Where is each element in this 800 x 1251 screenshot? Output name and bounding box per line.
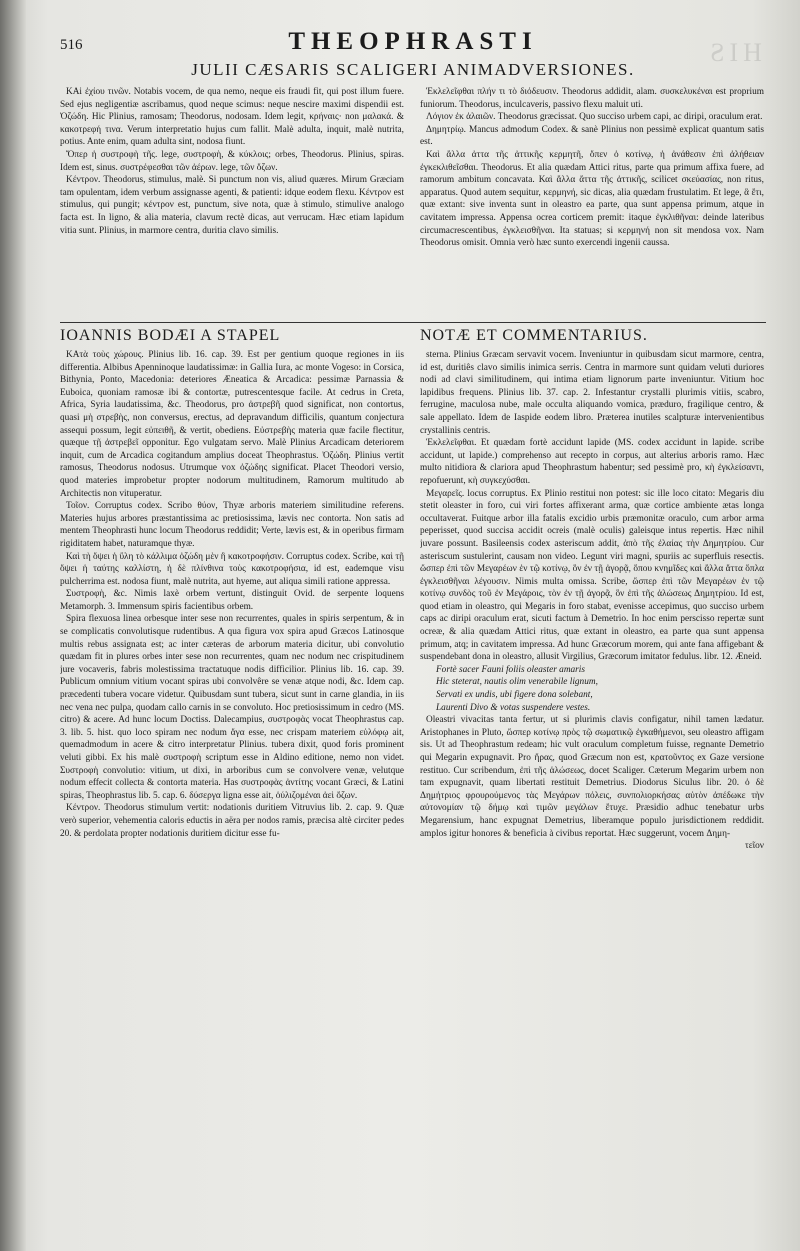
virgil-quotation [420, 664, 764, 714]
paragraph: Ὅπερ ἡ συστροφὴ τῆς. lege, συστροφὴ, & κύκλοις; orbes, Theodorus. Plinius, spiras. Idem est, sinus. συστρέφεσθαι τῶν ἀέρων. lege, τῶν ὄζων. [60, 149, 404, 173]
section-head-left: IOANNIS BODÆI A STAPEL [60, 327, 281, 344]
paragraph: Τοῖον. Corruptus codex. Scribo θύον, Thyæ arboris materiem similitudine referens. Materies hujus arbores præstantissima ac pretiosissima, lævis nec contorta. Non satis ad mentem Theophrasti hunc locum Theodorus reddidit; Verte, lævis est, & in operibus firmam rigiditatem habet, naturamque thyæ. [60, 501, 404, 549]
catchword: τεῖον [745, 841, 764, 852]
verse-line: Fortè sacer Fauni foliis oleaster amaris [436, 664, 585, 675]
paragraph: Καὶ τὴ ὄψει ἡ ὕλη τὸ κάλλιμα ὀζώδη μὲν ἢ κακοτροφήσιν. Corruptus codex. Scribe, καὶ τῇ ὄψει ἡ ταύτης καλλίστη, ἡ δὲ πλίνθινα τοὺς κακοτροφήσια, id est, eademque visu pulcherrima est. nodosa fiunt, malè nutrita, aut hyeme, aut aliqua simili ratione appressa. [60, 551, 404, 587]
bodaeus-columns [60, 349, 766, 1217]
paragraph: Κέντρον. Theodorus, stimulus, malè. Si punctum non vis, aliud quæres. Mirum Græciam tam opulentam, idem verbum assignasse agenti, & patienti: idque eodem flexu. Κέντρον est stimulus, qui pungit; κέντρον est, punctum, sive nota, quæ à stimulo, stimulive analogo facta est. In ligno, & alia materia, clavum rectè dicas, aut verrucam. Hæc etiam lapidum vitia sunt. Plinius, in marmore centra, duritia clavo similis. [60, 175, 404, 236]
paragraph: KAi ἐχίου τινῶν. Notabis vocem, de qua nemo, neque eis fraudi fit, qui post illum fuere. Sed ejus negligentiæ ascribamus, quod neque scimus: neque nescire maximi dispendii est. Ὀζώδη. Hic Plinius, ramosam; Theodorus, nodosam. Idem legit, κρήναις· non μαλακά. & κακοτρεφή τινα. Verum interpretatio hujus cum fallit. Malè adulta, inquit, malè nutrita, potius. Ante enim, quam adulta sint, nodosa fiunt. [60, 87, 404, 148]
paragraph: Ἐκλελεῖφθαι. Et quædam fortè accidunt lapide (MS. codex accidunt in lapide. scribe accidunt, ut lapide.) comprehenso aut recepto in corpus, aut alterius arboris ramo. Hæc multo nitidiora & clariora apud Theophrastum habentur; sed pessimè pro, κὴ ἐγκλείσαντι, repofuerunt, κὴ συγκεχύσθαι. [420, 438, 764, 486]
paragraph: Λόγιον ἐκ ἀλαιῶν. Theodorus græcissat. Quo succiso urbem capi, ac diripi, oraculum erat. [426, 112, 763, 123]
verse-line: Laurenti Divo & votas suspendere vestes. [436, 702, 591, 713]
bodaeus-right-column [420, 349, 764, 1217]
book-spine-shadow [0, 0, 26, 1251]
paragraph: Spira flexuosa linea orbesque inter sese non recurrentes, quales in spiris serpentum, & in se complicatis convolutisque rudentibus. A qua figura vox spira apud Græcos Latinosque multis rebus assignata est; ac inter cæteras de arborum materia dicitur, ubi convolutio quædam fit in plures orbes inter sese non recurrentes, quam nec nodum nec crispitudinem jure vocaveris, fabris molestissima tractatuque nodis difficilior. Plinius lib. 16. cap. 39. Publicum omnium vitium vocant spiras ubi convolvêre se venæ atque nodi, &c. Idem cap. præcedenti tubera vocare videtur. Quibusdam sunt tubera, sicut sunt in carne glandia, in iis nec vena nec pulpa, quodam callo carnis in se convoluto. Hoc pretiosissimum in cedro (MS. citro) & acere. Ad hunc locum Doctiss. Dalecampius, συστροφὰς vocat Theophrastus cap. 3. lib. 5. hist. quo loco spiram nec nodum ἄγα esse, nec crispam materiem εὐλόφῳ ait, quemadmodum in acere & citro interpretatur Plinius. tubera dixit, quod foris prominent veluti gibbi. Ex his malè συστροφὴ scriptum esse in Aldino editione, nemo non videt. Συστροφὴ convolutio: vitium, ut dixi, in arboribus cum se convolvere venæ, velutque nodum effecit collecta & contorta materia. Has συστροφὰς ἀντίτης vocant Græci, & Latini spiras, Theophrastus lib. 5. cap. 6. δύσεργα ligna esse ait, ὁύλιζομέναι ἀεὶ ὄζων. [60, 614, 404, 801]
running-title: THEOPHRASTI [288, 28, 538, 55]
paragraph: Ἐκλελεῖφθαι πλήν τι τὸ διόδευσιν. Theodorus addidit, alam. συσκελυκέναι est proprium funiorum. Theodorus, inculcaveris, passivo flexu maluit uti. [420, 87, 764, 110]
paragraph: sterna. Plinius Græcam servavit vocem. Inveniuntur in quibusdam sicut marmore, centra, id est, duritiês clavo similis inimica serris. Centra in marmore sunt quidam veluti duriores nodi ad clavi similitudinem, qui intima etiam lignorum parte inveniuntur. Vitium hoc lapidibus frequens. Plinius lib. 37. cap. 2. Infestantur crystalli plurimis vitiis, scabro, ferrugine, maculosa nube, male occulta aliquando vomica, præduro, fragilique centro, & sale appellato. Idem de Iaspide eodem libro. Præterea inutiles scalpturæ intervenientibus crystallinis centris. [420, 350, 764, 436]
paragraph: Συστροφὴ, &c. Nimis laxè orbem vertunt, distinguit Ovid. de serpente loquens Metamorph. 3. Immensum spiris facientibus orbem. [60, 589, 404, 612]
bodaeus-section-header [60, 327, 766, 345]
page-header [60, 28, 766, 56]
paragraph: Καὶ ἄλλα ἀττα τῆς ἀττικῆς κερμητῆ, ὅπεν ὁ κοτίνῳ, ἡ ἀνάθεσιν ἐπὶ ἀλήθειαν ἐγκεκλιθεῖσθαι. Theodorus. Et alia quædam Attici ritus, parte qua primum affixa fuere, ad ramorum ambitum concavata. Καὶ ἄλλα ἄττα τῆς ἀττικῆς, scilicet σκεύασίας, non ritus, apparatus. Quod autem sequitur, κερμηνή, sic dicas, alia quædam frustulatim. Et lege, ἃ ἔτι, quæ extant: sive inventa sunt in oleastro ea parte, qua sunt appensa primum, atque in cavitatem impressa. Appensa ocrea corticem premit: itaque ἐγκλιθῆναι: deinde lateribus circumacrescentibus, ἐγκλεισθῆναι. Ita statuas; si κερμηνή non sit mendosa vox. Nam Theodorus omisit. Omnia verò hæc sunto exercendi ingenii caussa. [420, 149, 764, 249]
paragraph: Κέντρον. Theodorus stimulum vertit: nodationis duritiem Vitruvius lib. 2. cap. 9. Quæ verò superior, vehementia caloris eductis in aëra per nodos ramis, præcisa altè circiter pedes 20. & perdolata propter nodationis duritiem dicitur esse fu- [60, 803, 404, 839]
show-through-text: HIS [705, 38, 762, 67]
paragraph: KAτὰ τοὺς χώρους. Plinius lib. 16. cap. 39. Est per gentium quoque regiones in iis differentia. Albibus Apenninoque laudatissimæ: in Gallia Iura, ac monte Vogeso: in Corsica, Bithynia, Ponto, Macedonia: deteriores Æneatica & Arcadica: pessimæ Parnassia & Euboica, quoniam ramosæ ibi & contortæ, putrescentesque facile. At cedrus in Creta, Africa, Syria laudatissima, &c. Theodorus, pro ἀστρεβῆ quod significat, non contortus, quasi μὴ στρεβὴς, non conversus, erectus, ad depravandum difficilis, quantum conjectura assequi possum, legit εὐπειθῆ, & vertit, obediens. Εὐστρεβὴς materia quæ facile flectitur, quæque τῇ ἀστρεβεῖ opponitur. Ego vulgatam servo. Malè Plinius Arcadicam deteriorem inquit, cum de Arcadica cogitandum amplius doceat Theophrastus. Ὀζώδη. Plinius vertit ramosus, Theodorus nodosus. Utrumque vox ὀζώδης significat. Placet Theodori versio, quod materies improbetur propter nodorum multitudinem, Ramorum multitudo ab Architectis non vituperatur. [60, 350, 404, 499]
paragraph: Μεγαρεῖς. locus corruptus. Ex Plinio restitui non potest: sic ille loco citato: Megaris diu stetit oleaster in foro, cui viri fortes affixerant arma, quæ cortice ambiente ætas longa occultaverat. Fuitque arbor illa fatalis excidio urbis præmonitæ oraculo, cum arbor arma peperisset, quod succisa accidit ocreis (malè oculis) galeisque intus repertis. Hæc nihil juvare possunt. Basileensis codex asteriscum addit, ἀπὸ τῆς ἐλαίας τὴν Δημητρίου. Cur asteriscum sustulerint, causam non video. Legunt viri magni, spuriis ac superfluis resectis. ὥσπερ ἐπὶ τῶν Μεγαρέων ἐν τῷ κοτίνῳ, ὃν ἐν τῇ ἀγορᾷ, ὅπου κνημῖδες καὶ ἄλλα ἄττα ὅπλα ἐγκλεισθῆναι λέγουσιν. Nimis multa omissa. Scribe, ὥσπερ ἐπὶ τῶν Μεγαρέων ἐν τῷ κοτίνῳ συνδὸς τοῦ ἐν Μεγάροις, τὸν ἐν τῇ ἀγορᾷ, ὃν ἐπὶ τῆς ἁλώσεως Δημητρίου. Id est, quod etiam in oleastro, qui Megaris in foro stabat, evenisse accepimus, quo succiso urbem caps ac diripi oraculum erat, sicuti factum à Demetrio. In hoc enim perscisso repertæ sunt ocreæ, & alia quædam Attici ritus, quæ extant in oleastro, ea parte qua sunt appensa primum, atq; in cavitatem impressa. Ad hunc Græcorum morem, qui ante fana affigebant & suspendebant dona in oleastro, allusit Virgilius, Græcorum imitator fedulus. libr. 12. Æneid. [420, 488, 764, 663]
bodaeus-left-column [60, 349, 404, 1217]
paragraph: Δημητρίῳ. Mancus admodum Codex. & sanè Plinius non pessimè explicat quantum satis est. [420, 124, 764, 148]
page-number: 516 [60, 37, 83, 53]
verse-line: Servati ex undis, ubi figere dona solebant, [436, 690, 593, 701]
scaliger-right-column [420, 86, 764, 316]
verse-line: Hic steterat, nautis olim venerabile lignum, [436, 677, 598, 688]
section-head-right: NOTÆ ET COMMENTARIUS. [420, 327, 648, 344]
scaliger-columns [60, 86, 766, 316]
scaliger-left-column [60, 86, 404, 316]
section-title-scaliger: JULII CÆSARIS SCALIGERI ANIMADVERSIONES. [191, 60, 635, 79]
section-divider [60, 322, 766, 323]
paragraph: Oleastri vivacitas tanta fertur, ut si plurimis clavis configatur, nihil tamen lædatur. Aristophanes in Pluto, ὥσπερ κοτίνῳ πρὸς τῷ σωματικῷ ἐγκαθήμενοι, seu oleastro affigam sis. Ut ad Theophrastum redeam; hic vult oraculum completum fuisse, regnante Demetrio qui Megarin expugnavit. Pro ἥρας, quod Græcum non est, κρατοῦντος ex Gaze versione restituo. Cur scribendum, ἐπὶ τῆς ἁλώσεως, docet Scaliger. Cæterum Megarim urbem non tam expugnavit, quam libertati restituit Demetrius. Diodorus Siculus libr. 20. ὁ δὲ Δημήτριος φρουρούμενος τὰς Μεγάρων πόλεις, συνπολιορκήσας αὐτὸν ἀπέδωκε τὴν αὐτονομίαν τῷ δήμῳ καὶ τιμῶν μεγάλων ἔτυχε. Præsidio adhuc tenebatur urbs Megarensium, hanc expugnat Demetrius, liberamque populo jurisdictionem reddidit. amplos igitur honores & beneficia à civibus reportat. Hæc suggerunt, vocem Δημη- [420, 715, 764, 839]
